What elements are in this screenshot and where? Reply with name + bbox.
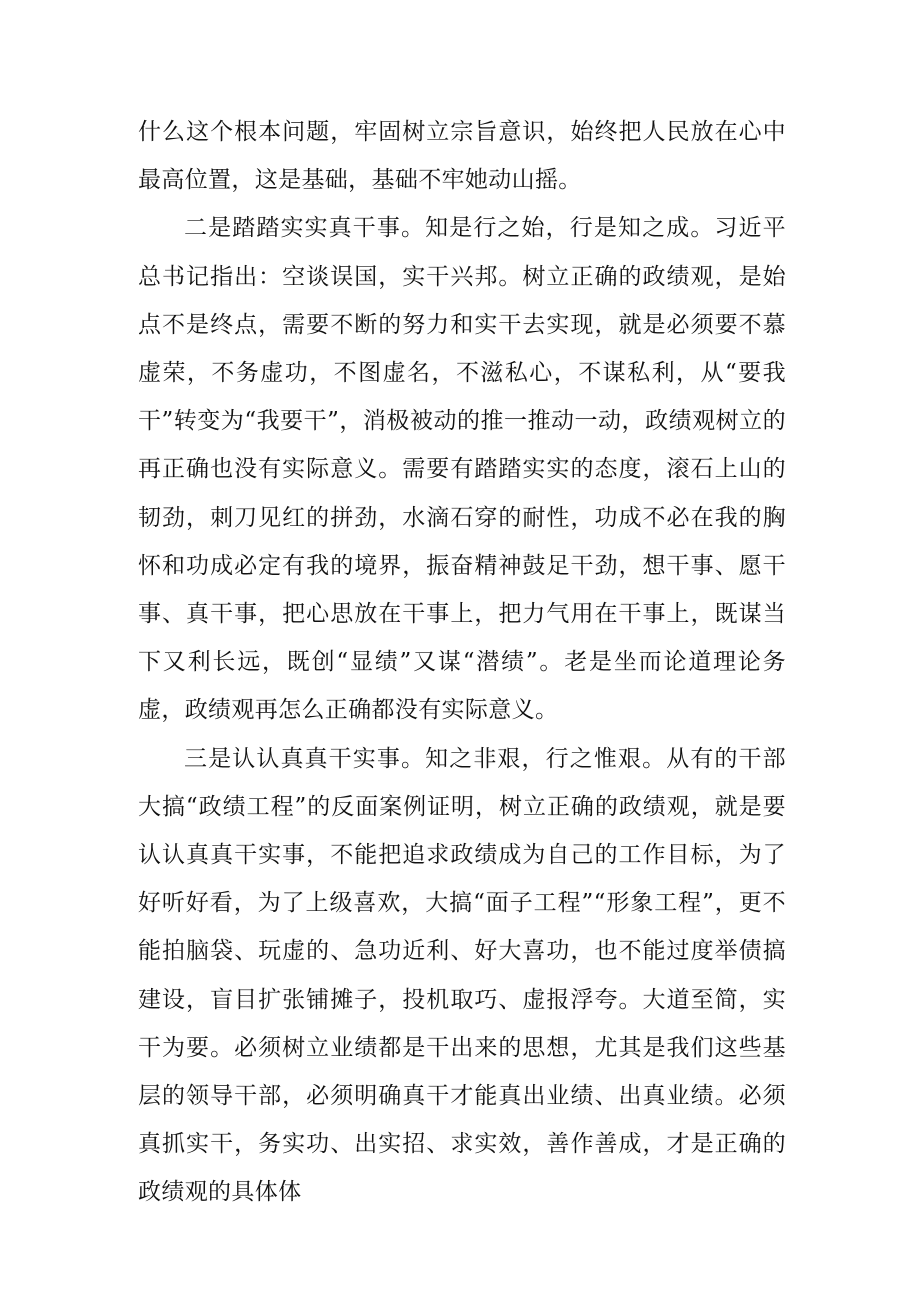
- paragraph-point-three: 三是认认真真干实事。知之非艰，行之惟艰。从有的干部大搞“政绩工程”的反面案例证明，树立正确的政绩观，就是要认认真真干实事，不能把追求政绩成为自己的工作目标，为了好听好看，为了上级喜欢，大搞“面子工程”“形象工程”，更不能拍脑袋、玩虚的、急功近利、好大喜功，也不能过度举债搞建设，盲目扩张铺摊子，投机取巧、虚报浮夸。大道至简，实干为要。必须树立业绩都是干出来的思想，尤其是我们这些基层的领导干部，必须明确真干才能真出业绩、出真业绩。必须真抓实干，务实功、出实招、求实效，善作善成，才是正确的政绩观的具体体: [138, 745, 786, 1206]
- paragraph-continuation: 什么这个根本问题，牢固树立宗旨意识，始终把人民放在心中最高位置，这是基础，基础不牢她动山摇。: [138, 119, 786, 194]
- document-body: [138, 108, 786, 1217]
- paragraph-point-two: 二是踏踏实实真干事。知是行之始，行是知之成。习近平总书记指出：空谈误国，实干兴邦。树立正确的政绩观，是始点不是终点，需要不断的努力和实干去实现，就是必须要不慕虚荣，不务虚功，不图虚名，不滋私心，不谋私利，从“要我干”转变为“我要干”，消极被动的推一推动一动，政绩观树立的再正确也没有实际意义。需要有踏踏实实的态度，滚石上山的韧劲，刺刀见红的拼劲，水滴石穿的耐性，功成不必在我的胸怀和功成必定有我的境界，振奋精神鼓足干劲，想干事、愿干事、真干事，把心思放在干事上，把力气用在干事上，既谋当下又利长远，既创“显绩”又谋“潜绩”。老是坐而论道理论务虚，政绩观再怎么正确都没有实际意义。: [138, 215, 786, 724]
